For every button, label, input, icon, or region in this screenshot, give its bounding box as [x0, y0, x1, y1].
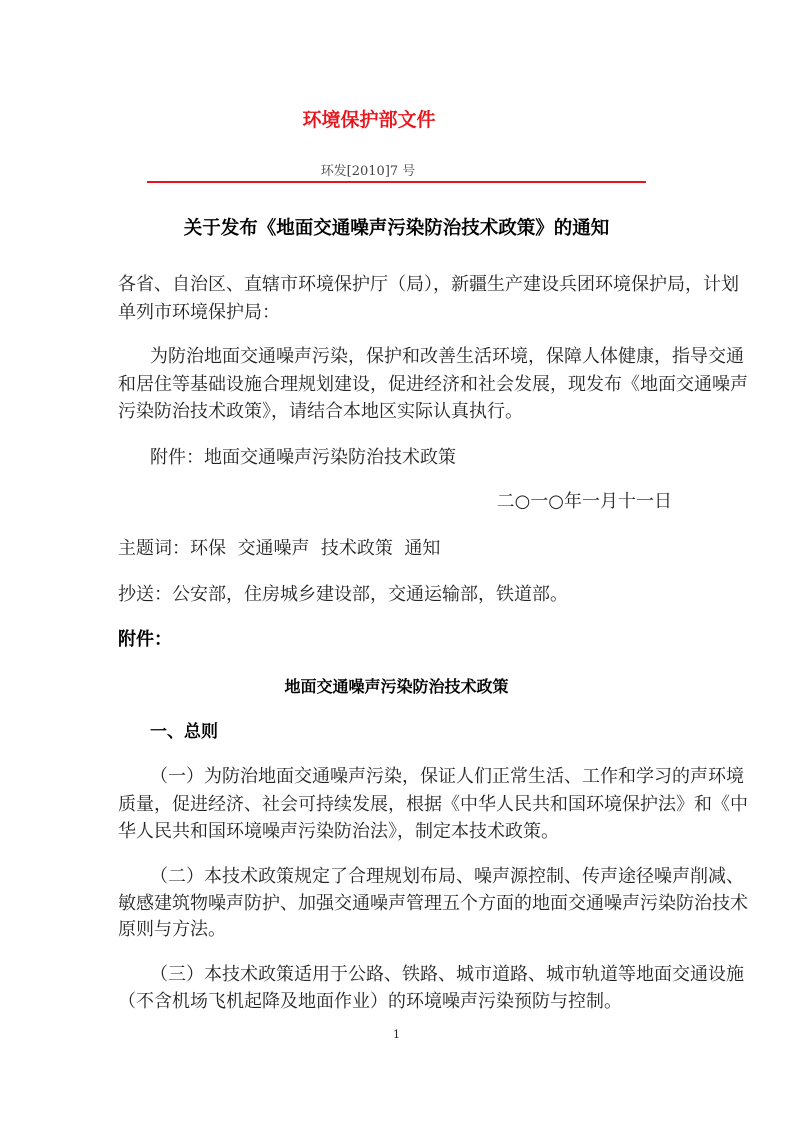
- recipients-line: 各省、自治区、直辖市环境保护厅（局），新疆生产建设兵团环境保护局，计划: [118, 274, 739, 295]
- body-line: 和居住等基础设施合理规划建设，促进经济和社会发展，现发布《地面交通噪声: [118, 374, 748, 395]
- clause-line: 敏感建筑物噪声防护、加强交通噪声管理五个方面的地面交通噪声污染防治技术: [118, 893, 748, 914]
- recipients-line: 单列市环境保护局：: [118, 302, 280, 323]
- notice-title: 关于发布《地面交通噪声污染防治技术政策》的通知: [183, 218, 610, 239]
- cc-list: 抄送：公安部，住房城乡建设部，交通运输部，铁道部。: [118, 584, 568, 605]
- appendix-title: 地面交通噪声污染防治技术政策: [284, 677, 509, 696]
- clause-line: 质量，促进经济、社会可持续发展，根据《中华人民共和国环境保护法》和《中: [118, 794, 748, 815]
- clause-line: （二）本技术政策规定了合理规划布局、噪声源控制、传声途径噪声削减、: [150, 866, 744, 887]
- clause-line: 原则与方法。: [118, 919, 226, 940]
- clause-line: （不含机场飞机起降及地面作业）的环境噪声污染预防与控制。: [118, 991, 622, 1012]
- attachment-line: 附件：地面交通噪声污染防治技术政策: [150, 447, 456, 468]
- page-number: 1: [393, 1028, 400, 1041]
- keywords: 主题词：环保 交通噪声 技术政策 通知: [118, 538, 441, 559]
- clause-line: （一）为防治地面交通噪声污染，保证人们正常生活、工作和学习的声环境: [150, 766, 744, 787]
- org-title: 环境保护部文件: [302, 109, 436, 131]
- date: 二○一○年一月十一日: [496, 491, 672, 512]
- appendix-label: 附件：: [118, 629, 172, 650]
- red-divider: [147, 181, 646, 183]
- body-line: 污染防治技术政策》，请结合本地区实际认真执行。: [118, 401, 523, 422]
- section-heading: 一、总则: [150, 722, 218, 742]
- body-line: 为防治地面交通噪声污染，保护和改善生活环境，保障人体健康，指导交通: [150, 346, 744, 367]
- clause-line: （三）本技术政策适用于公路、铁路、城市道路、城市轨道等地面交通设施: [150, 964, 744, 985]
- clause-line: 华人民共和国环境噪声污染防治法》，制定本技术政策。: [118, 821, 559, 842]
- doc-number: 环发[2010]7 号: [320, 164, 416, 179]
